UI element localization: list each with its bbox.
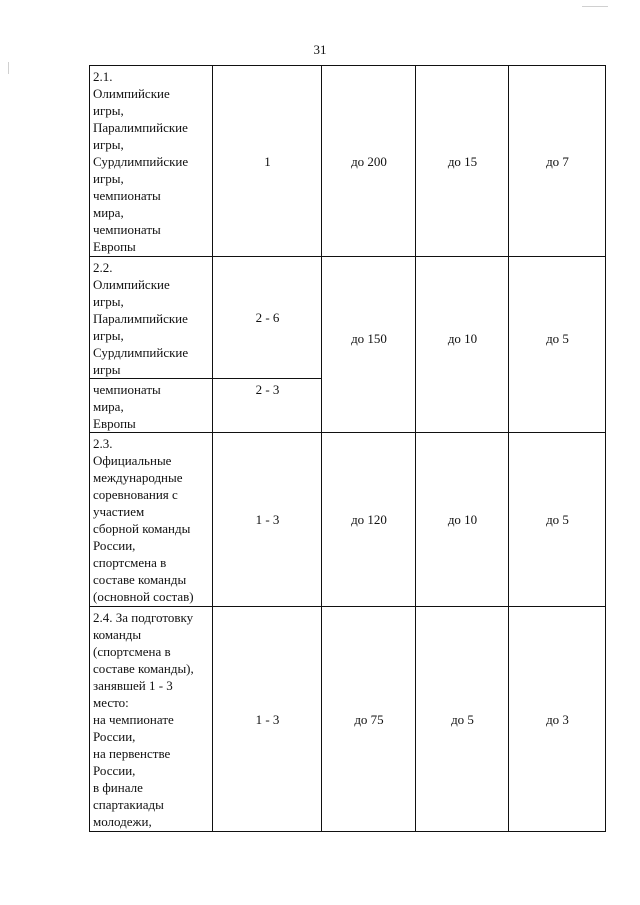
label-line: сборной команды (93, 521, 191, 536)
label-line: составе команды (93, 572, 187, 587)
value-cell-3: до 75 (322, 607, 416, 832)
label-line: Олимпийские (93, 277, 170, 292)
label-line: игры, (93, 294, 124, 309)
value-cell-5: до 5 (509, 433, 606, 607)
row-label-cell (90, 66, 213, 257)
table-row (90, 607, 606, 832)
value-cell-5: до 7 (509, 66, 606, 257)
row-label-cell (90, 433, 213, 607)
label-line: Олимпийские (93, 86, 170, 101)
label-line: игры, (93, 328, 124, 343)
label-line: составе команды), (93, 661, 194, 676)
label-line: соревнования с (93, 487, 178, 502)
label-line: чемпионаты (93, 188, 161, 203)
label-line: 2.1. (93, 69, 113, 84)
table-row (90, 66, 606, 257)
label-line: Официальные (93, 453, 172, 468)
label-line: на первенстве (93, 746, 171, 761)
label-line: России, (93, 729, 136, 744)
table-row (90, 257, 606, 379)
label-line: в финале (93, 780, 143, 795)
label-line: Европы (93, 416, 136, 431)
row-label (93, 259, 210, 378)
label-line: спортсмена в (93, 555, 167, 570)
row-label-cell (90, 607, 213, 832)
label-line: 2.4. За подготовку (93, 610, 194, 625)
value-cell-4: до 10 (416, 257, 509, 433)
place-cell: 1 - 3 (213, 607, 322, 832)
label-line: 2.2. (93, 260, 113, 275)
label-line: игры, (93, 103, 124, 118)
place-cell: 2 - 3 (213, 379, 322, 433)
place-cell: 1 (213, 66, 322, 257)
place-cell: 1 - 3 (213, 433, 322, 607)
label-line: Паралимпийские (93, 311, 188, 326)
label-line: 2.3. (93, 436, 113, 451)
label-line: чемпионаты (93, 382, 161, 397)
value-cell-3: до 120 (322, 433, 416, 607)
label-line: команды (93, 627, 142, 642)
label-line: на чемпионате (93, 712, 174, 727)
label-line: чемпионаты (93, 222, 161, 237)
label-line: Сурдлимпийские (93, 154, 189, 169)
page-number: 31 (313, 42, 327, 57)
label-line: мира, (93, 205, 124, 220)
scan-mark-left (8, 62, 9, 74)
place-cell: 2 - 6 (213, 257, 322, 379)
row-label (93, 435, 210, 605)
label-line: России, (93, 763, 136, 778)
table-row (90, 433, 606, 607)
value-cell-4: до 10 (416, 433, 509, 607)
label-line: мира, (93, 399, 124, 414)
value-cell-3: до 150 (322, 257, 416, 433)
value-cell-5: до 3 (509, 607, 606, 832)
row-label-cell (90, 257, 213, 379)
label-line: место: (93, 695, 129, 710)
value-cell-4: до 15 (416, 66, 509, 257)
row-label-cell (90, 379, 213, 433)
row-label (93, 609, 210, 830)
value-cell-3: до 200 (322, 66, 416, 257)
value-cell-4: до 5 (416, 607, 509, 832)
label-line: (спортсмена в (93, 644, 171, 659)
label-line: России, (93, 538, 136, 553)
scan-mark-top (582, 6, 608, 7)
label-line: спартакиады (93, 797, 164, 812)
awards-table (89, 65, 606, 832)
label-line: Европы (93, 239, 136, 254)
label-line: игры (93, 362, 121, 377)
row-label (93, 381, 210, 432)
label-line: Сурдлимпийские (93, 345, 189, 360)
label-line: занявшей 1 - 3 (93, 678, 173, 693)
label-line: игры, (93, 171, 124, 186)
label-line: (основной состав) (93, 589, 194, 604)
row-label (93, 68, 210, 255)
label-line: участием (93, 504, 145, 519)
label-line: молодежи, (93, 814, 152, 829)
label-line: игры, (93, 137, 124, 152)
label-line: международные (93, 470, 183, 485)
value-cell-5: до 5 (509, 257, 606, 433)
label-line: Паралимпийские (93, 120, 188, 135)
